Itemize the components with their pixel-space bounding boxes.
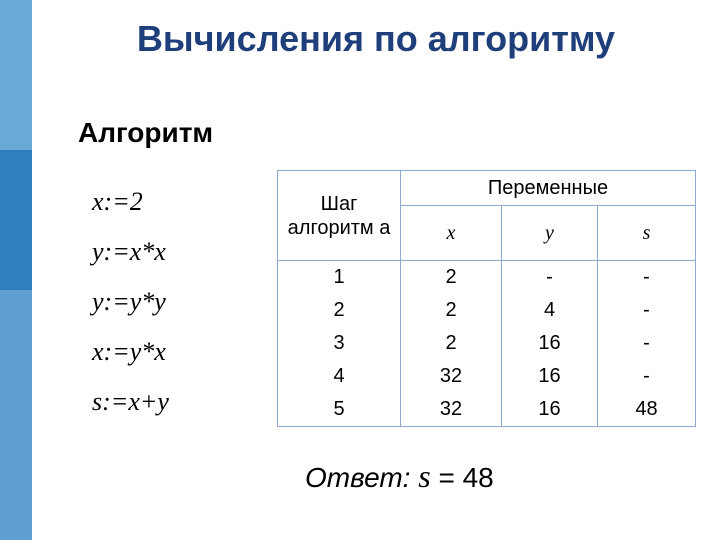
- cell-y: 16: [502, 360, 598, 393]
- answer-line: [305, 458, 494, 495]
- var-name-s: s: [598, 206, 696, 261]
- variables-header: Переменные: [401, 171, 696, 206]
- sidebar-segment: [0, 0, 32, 150]
- step-header: Шаг алгоритм а: [278, 171, 401, 261]
- left-decorative-bar: [0, 0, 32, 540]
- cell-x: 32: [401, 393, 502, 427]
- cell-y: 4: [502, 294, 598, 327]
- var-name-y: y: [502, 206, 598, 261]
- answer-label: Ответ:: [305, 462, 411, 493]
- table-row: [278, 360, 696, 393]
- table-row: [278, 294, 696, 327]
- algorithm-step: y:=y*y: [92, 287, 166, 316]
- var-name-x: x: [401, 206, 502, 261]
- cell-step: 1: [278, 261, 401, 295]
- cell-s: -: [643, 299, 650, 321]
- cell-s: -: [643, 266, 650, 288]
- answer-symbol: s: [418, 458, 431, 494]
- algorithm-step: x:=y*x: [92, 337, 166, 366]
- trace-table: [277, 170, 696, 427]
- cell-x: 2: [401, 294, 502, 327]
- cell-step: 3: [278, 327, 401, 360]
- algorithm-step: s:=x+y: [92, 387, 169, 416]
- algorithm-step: y:=x*x: [92, 237, 166, 266]
- table-row: [278, 393, 696, 427]
- cell-x: 2: [401, 327, 502, 360]
- section-heading: Алгоритм: [78, 117, 214, 148]
- answer-value: = 48: [430, 462, 494, 493]
- cell-s: 48: [635, 398, 658, 420]
- algorithm-list: [92, 182, 169, 432]
- table-row: [278, 261, 696, 295]
- cell-s: -: [643, 332, 650, 354]
- cell-x: 32: [401, 360, 502, 393]
- sidebar-segment: [0, 150, 32, 290]
- cell-step: 5: [278, 393, 401, 427]
- cell-y: -: [502, 261, 598, 295]
- table-row: [278, 327, 696, 360]
- cell-y: 16: [502, 327, 598, 360]
- cell-y: 16: [502, 393, 598, 427]
- page-title: Вычисления по алгоритму: [136, 18, 616, 59]
- cell-step: 2: [278, 294, 401, 327]
- cell-step: 4: [278, 360, 401, 393]
- sidebar-segment: [0, 290, 32, 540]
- algorithm-step: x:=2: [92, 187, 143, 216]
- cell-x: 2: [401, 261, 502, 295]
- cell-s: -: [643, 365, 650, 387]
